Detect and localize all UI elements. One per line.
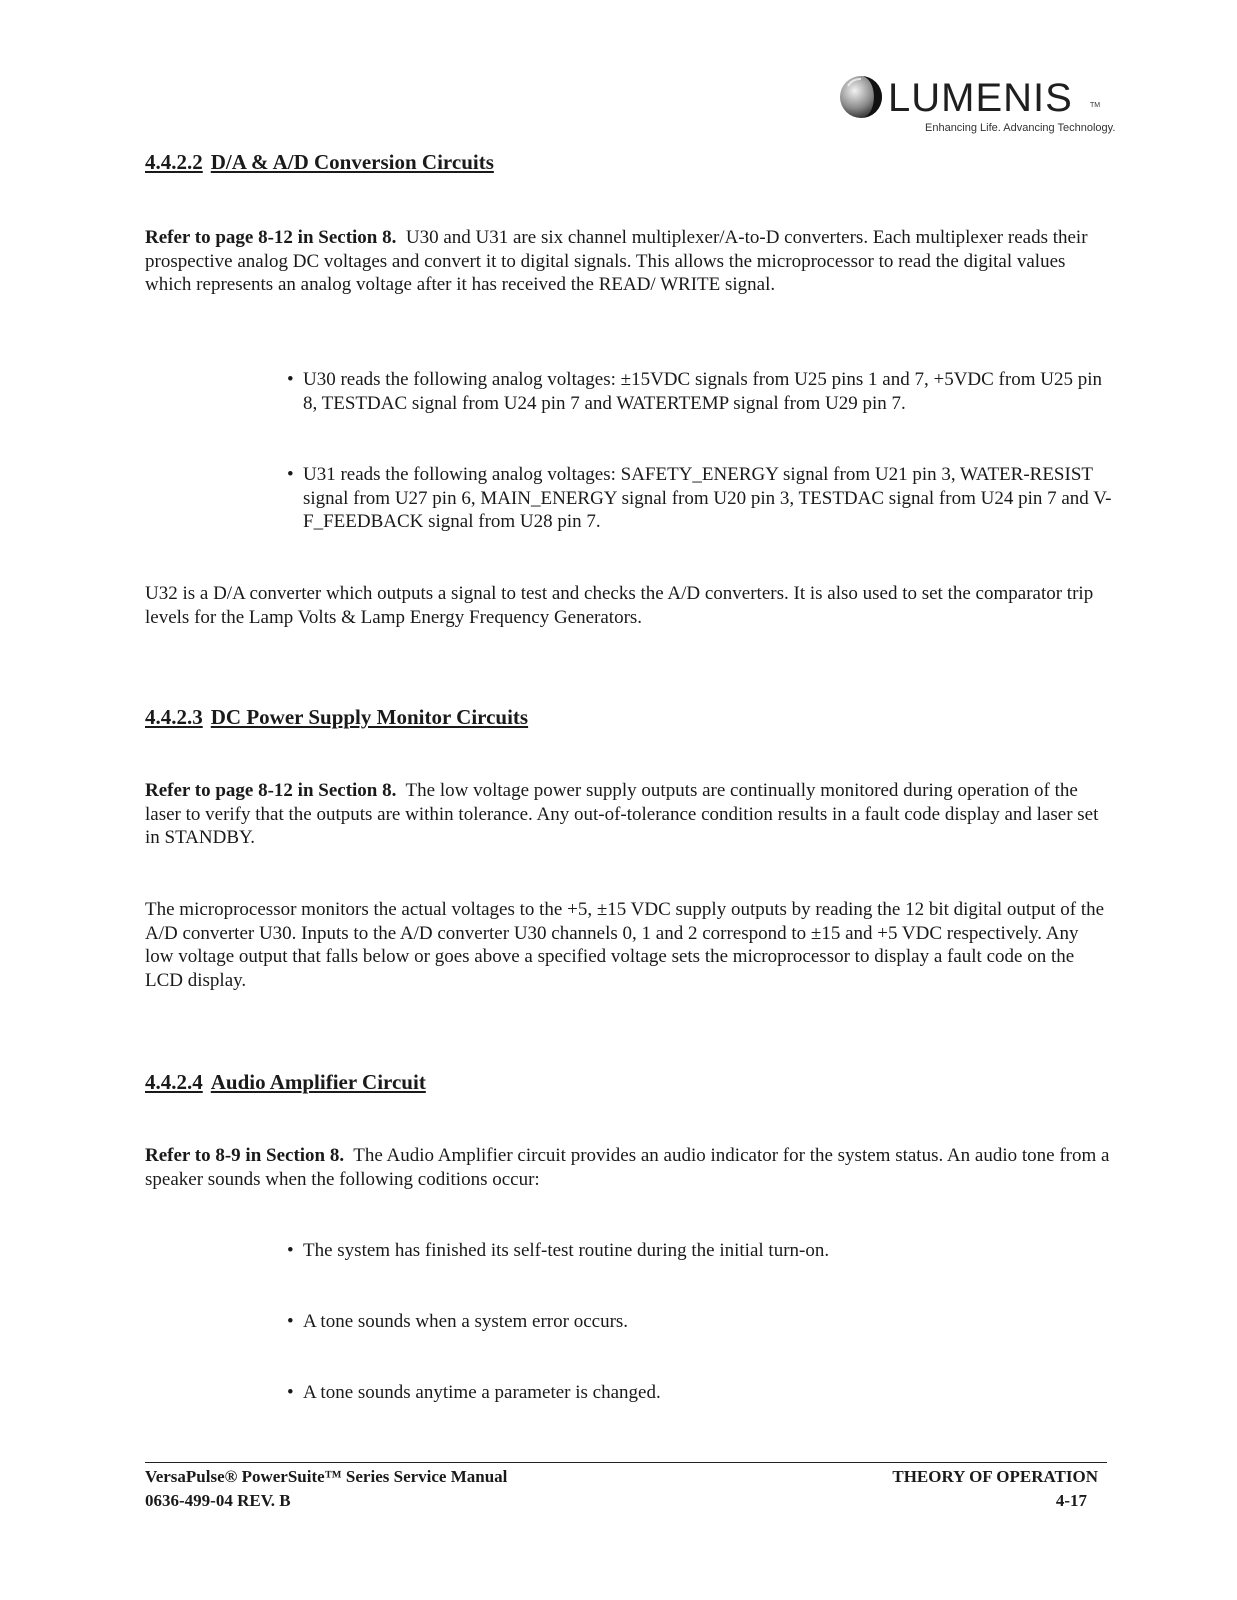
reference-lead: Refer to page 8-12 in Section 8. (145, 780, 397, 801)
paragraph-text: U30 and U31 are six channel multiplexer/A-to-D converters. Each multiplexer reads their prospective analog DC voltages and convert it to digital signals. This allows the microprocessor to read the digital values which represents an analog voltage after it has received the READ/ WRITE signal. (145, 227, 1088, 295)
section-number: 4.4.2.4 (145, 1070, 203, 1094)
paragraph-text: U32 is a D/A converter which outputs a signal to test and checks the A/D converters. It is also used to set the comparator trip levels for the Lamp Volts & Lamp Energy Frequency Generators. (145, 583, 1094, 628)
footer-divider (145, 1462, 1107, 1463)
footer-manual-title: VersaPulse® PowerSuite™ Series Service Manual (145, 1467, 508, 1486)
lumenis-logo-icon (838, 74, 884, 120)
section-number: 4.4.2.2 (145, 150, 203, 174)
section-heading-4-4-2-4 (145, 1070, 426, 1095)
list-item-text: U30 reads the following analog voltages: ±15VDC signals from U25 pins 1 and 7, +5VDC from U25 pin 8, TESTDAC signal from U24 pin 7 and WATERTEMP signal from U29 pin 7. (303, 369, 1102, 414)
bullet-glyph: • (287, 1311, 294, 1332)
section-heading-4-4-2-3 (145, 705, 528, 730)
section-title: DC Power Supply Monitor Circuits (210, 705, 529, 729)
section-title: Audio Amplifier Circuit (210, 1070, 426, 1094)
paragraph-dc-intro (145, 779, 1110, 850)
list-item-text: U31 reads the following analog voltages: SAFETY_ENERGY signal from U21 pin 3, WATER-RESIST signal from U27 pin 6, MAIN_ENERGY signal from U20 pin 3, TESTDAC signal from U24 pin 7 and V-F_FEEDBACK signal from U28 pin 7. (303, 464, 1112, 532)
list-item (287, 1381, 1112, 1405)
footer-page-number: 4-17 (1055, 1491, 1087, 1510)
bullet-glyph: • (287, 1240, 294, 1261)
list-item (287, 1239, 1112, 1263)
reference-lead: Refer to page 8-12 in Section 8. (145, 227, 397, 248)
bullet-glyph: • (287, 369, 294, 390)
list-item (287, 463, 1112, 534)
paragraph-text: The low voltage power supply outputs are continually monitored during operation of the laser to verify that the outputs are within tolerance. Any out-of-tolerance condition results in a fault code display and laser set in STANDBY. (145, 780, 1099, 848)
paragraph-u32 (145, 582, 1110, 629)
section-heading-4-4-2-2 (145, 150, 494, 175)
paragraph-dc-monitor (145, 898, 1110, 992)
paragraph-text: The microprocessor monitors the actual voltages to the +5, ±15 VDC supply outputs by reading the 12 bit digital output of the A/D converter U30. Inputs to the A/D converter U30 channels 0, 1 and 2 correspond to ±15 and +5 VDC respectively. Any low voltage output that falls below or goes above a specified voltage sets the microprocessor to display a fault code on the LCD display. (145, 899, 1105, 991)
paragraph-audio-intro (145, 1144, 1110, 1191)
list-item-text: A tone sounds anytime a parameter is changed. (303, 1382, 661, 1403)
footer-chapter: THEORY OF OPERATION (892, 1467, 1098, 1486)
list-item-text: The system has finished its self-test routine during the initial turn-on. (303, 1240, 830, 1261)
footer-doc-number: 0636-499-04 REV. B (145, 1491, 291, 1510)
reference-lead: Refer to 8-9 in Section 8. (145, 1145, 345, 1166)
bullet-glyph: • (287, 1382, 294, 1403)
lumenis-logo (838, 70, 1116, 142)
section-title: D/A & A/D Conversion Circuits (210, 150, 494, 174)
logo-wordmark: LUMENIS (888, 76, 1073, 120)
logo-trademark: TM (1090, 102, 1101, 109)
list-item (287, 1310, 1112, 1334)
section-number: 4.4.2.3 (145, 705, 203, 729)
list-item (287, 368, 1112, 415)
bullet-glyph: • (287, 464, 294, 485)
logo-tagline: Enhancing Life. Advancing Technology. (925, 122, 1116, 134)
list-item-text: A tone sounds when a system error occurs. (303, 1311, 629, 1332)
paragraph-text: The Audio Amplifier circuit provides an audio indicator for the system status. An audio tone from a speaker sounds when the following coditions occur: (145, 1145, 1110, 1190)
paragraph-da-ad-intro (145, 226, 1110, 297)
